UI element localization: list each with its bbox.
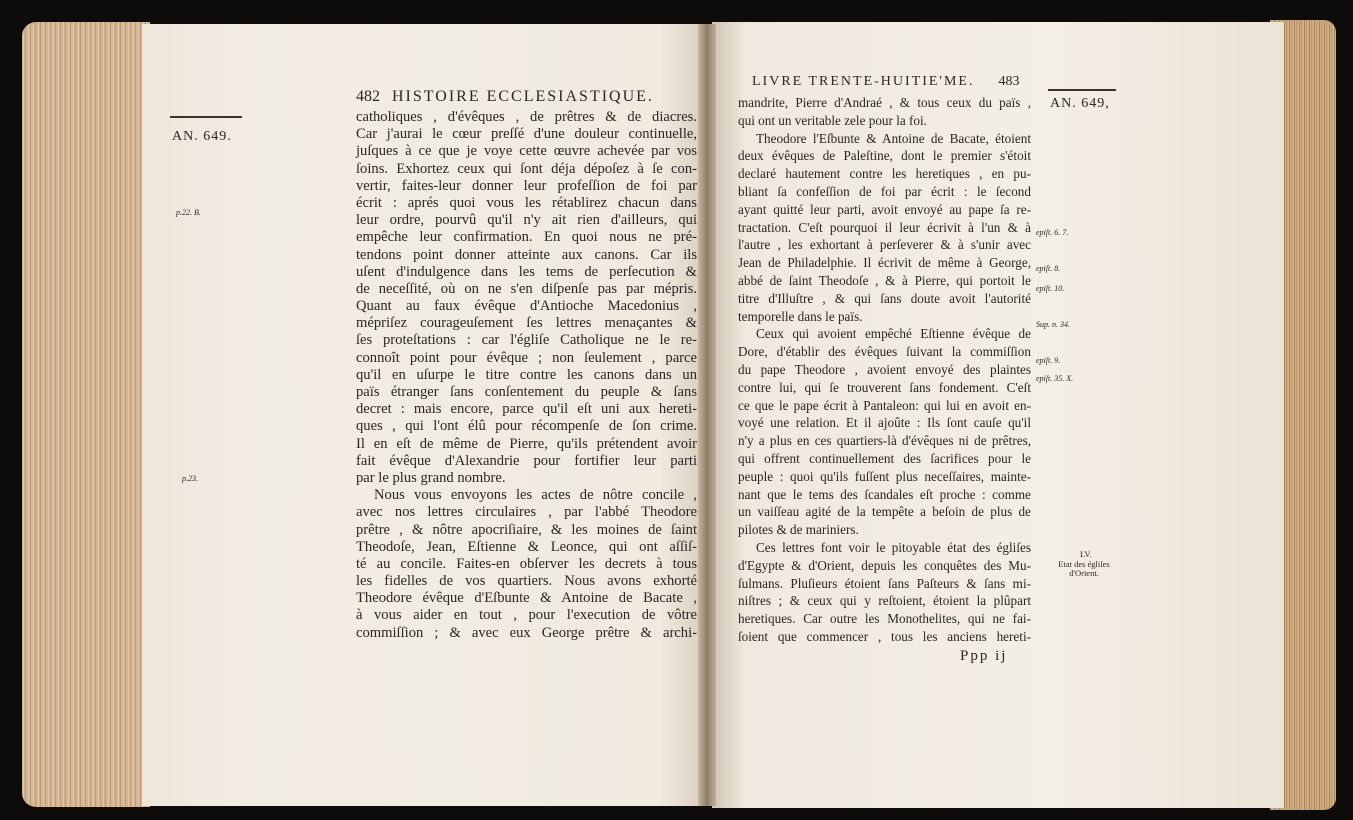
right-margin-note: epiſt. 8.: [1036, 264, 1061, 273]
text-line: ayant quitté leur parti, avoit envoyé au pape ſa re-: [738, 201, 1031, 217]
text-line: Jean de Philadelphie. Il écrivit de même à George,: [738, 255, 1031, 271]
left-margin-note: p.22. B.: [176, 208, 201, 217]
text-line: nant que le tems des ſcandales eſt proche : comme: [738, 486, 1031, 502]
text-line: abbé de ſaint Theodoſe , & à Pierre, qui portoit le: [738, 272, 1031, 288]
text-line: les fidelles de vos quartiers. Nous avons exhorté: [356, 573, 697, 590]
text-line: heretiques. Car outre les Monothelites, qui ne fai-: [738, 611, 1031, 627]
text-line: Theodoſe, Jean, Eſtienne & Leonce, qui ont aſſiſ-: [356, 538, 697, 555]
text-line: bliant ſa confeſſion de foi par écrit : le ſecond: [738, 183, 1031, 199]
text-line: Nous vous envoyons les actes de nôtre concile ,: [374, 487, 697, 504]
right-margin-note: epiſt. 6. 7.: [1036, 228, 1069, 237]
right-margin-rule: [1048, 89, 1116, 91]
right-margin-note: epiſt. 35. X.: [1036, 374, 1074, 383]
text-line: ſoient que commencer , tous les anciens hereti-: [738, 628, 1031, 644]
text-line: Theodore évêque d'Eſbunte & Antoine de Bacate ,: [356, 590, 697, 607]
text-line: Theodore l'Eſbunte & Antoine de Bacate, étoient: [756, 130, 1031, 146]
text-line: Car j'aurai le cœur preſſé d'une douleur continuelle,: [356, 126, 697, 143]
text-line: du pape Theodore , avoient envoyé des plaintes: [738, 361, 1031, 377]
right-running-head: [752, 74, 1019, 90]
text-line: tendons point donner atteinte aux canons. Car ils: [356, 246, 697, 263]
text-line: commiſſion ; & avec eux George prêtre & archi-: [356, 624, 697, 641]
text-line: té au concile. Faites-en obſerver les decrets à tous: [356, 555, 697, 572]
text-line: païs étranger ſans conſentement du peuple & ſans: [356, 384, 697, 400]
text-line: à vous aider en tout , pour l'execution de vôtre: [356, 607, 697, 624]
text-line: Ces lettres font voir le pitoyable état des égliſes: [756, 539, 1031, 555]
text-line: d'Egypte & d'Orient, depuis les conquêtes des Mu-: [738, 557, 1031, 573]
text-line: un vaiſſeau agité de la tempête a beſoin de plus de: [738, 504, 1031, 520]
text-line: titre d'Illuſtre , & qui ſans doute avoit l'autorité: [738, 290, 1031, 306]
text-line: uſent d'indulgence dans les tems de perſecution &: [356, 263, 697, 280]
text-line: connoît point pour évêque ; non ſeulement , parce: [356, 349, 697, 366]
text-line: ſulmans. Pluſieurs étoient ſans Paſteurs & ſans mi-: [738, 575, 1031, 591]
book-gutter: [698, 24, 716, 806]
section-title: Etat des égliſes d'Orient.: [1058, 559, 1110, 578]
text-line: ce que le pape écrit à Pantaleon: qui lui en avoit en-: [738, 397, 1031, 413]
section-number: LV.: [1080, 549, 1092, 559]
right-margin-note: epiſt. 9.: [1036, 356, 1061, 365]
text-line: deux évêques de Paleſtine, dont le premier s'étoit: [738, 148, 1031, 164]
text-line: qu'il en uſurpe le titre contre les canons dans un: [356, 366, 697, 383]
text-line: par le plus grand nombre.: [356, 469, 506, 486]
right-running-title: LIVRE TRENTE-HUITIE'ME.: [752, 74, 975, 89]
left-running-title: HISTOIRE ECCLESIASTIQUE.: [392, 88, 654, 105]
left-margin-rule: [170, 116, 242, 118]
text-line: Ceux qui avoient empêché Eſtienne évêque de: [756, 326, 1031, 342]
right-margin-note: epiſt. 10.: [1036, 284, 1065, 293]
text-line: Dore, d'établir des évêques ſuivant la commiſſion: [738, 344, 1031, 360]
text-line: l'autre , les exhortant à perſeverer & à s'unir avec: [738, 237, 1031, 253]
text-line: peuple : quoi qu'ils fuſſent plus neceſſaires, mainte-: [738, 468, 1031, 484]
text-line: de neceſſité, où on ne s'en diſpenſe pas par mépris.: [356, 280, 697, 297]
text-line: prêtre , & nôtre apocriſiaire, & les moines de ſaint: [356, 521, 697, 538]
right-text-column: [738, 94, 1031, 646]
left-margin-note: p.23.: [182, 474, 198, 483]
text-line: mépriſez courageuſement ſes lettres menaçantes &: [356, 315, 697, 332]
text-line: qui ont un veritable zele pour la foi.: [738, 112, 927, 128]
text-line: écrit : aprés quoi vous les rétablirez chacun dans: [356, 194, 697, 211]
text-line: Il en eſt de même de Pierre, qu'ils prétendent avoir: [356, 435, 697, 452]
text-line: juſques à ce que je voye cette œuvre achevée par vos: [356, 143, 697, 160]
text-line: contre lui, qui ſe trouverent ſans fondement. C'eſt: [738, 379, 1031, 395]
left-year-note: AN. 649.: [172, 129, 232, 144]
text-line: catholiques , d'évêques , de prêtres & de diacres.: [356, 109, 697, 125]
right-year-note: AN. 649,: [1050, 96, 1110, 111]
text-line: empêche leur confirmation. En quoi nous ne pré-: [356, 229, 697, 246]
text-line: leur ordre, pourvû qu'il n'y ait rien d'ailleurs, qui: [356, 212, 697, 229]
left-page-number: 482: [356, 88, 380, 105]
left-text-column: [356, 109, 697, 642]
signature-mark: Ppp ij: [960, 648, 1008, 664]
text-line: voyé une relation. Et il ajoûte : Ils ſont cauſe qu'il: [738, 415, 1031, 431]
text-line: temporelle dans le païs.: [738, 308, 863, 324]
text-line: ques , qui l'ont élû pour récompenſe de ſon crime.: [356, 418, 697, 435]
text-line: pilotes & de mariniers.: [738, 522, 859, 538]
text-line: fait évêque d'Alexandrie pour fortifier leur parti: [356, 452, 697, 469]
right-margin-note: Sup. n. 34.: [1036, 320, 1070, 329]
text-line: ſoins. Exhortez ceux qui ſont déja dépoſez à ſe con-: [356, 160, 697, 177]
book-page-edges-left: [22, 22, 150, 807]
text-line: vertir, faites-leur donner leur profeſſion de foi par: [356, 177, 697, 194]
text-line: qui offrent continuellement des ſacrifices pour le: [738, 450, 1031, 466]
text-line: decret : mais encore, parce qu'il eſt uni aux hereti-: [356, 401, 697, 418]
text-line: avec nos lettres circulaires , par l'abbé Theodore: [356, 504, 697, 521]
left-running-head: [356, 88, 654, 106]
text-line: Quant au faux évêque d'Antioche Macedonius ,: [356, 298, 697, 315]
text-line: niſtres ; & ceux qui y reſtoient, étoient la plûpart: [738, 593, 1031, 609]
text-line: mandrite, Pierre d'Andraé , & tous ceux du païs ,: [738, 95, 1031, 110]
text-line: tractation. C'eſt pourquoi il leur écrivit à l'un & à: [738, 219, 1031, 235]
text-line: n'y a plus en ces quartiers-là d'évêques ni de prêtres,: [738, 433, 1031, 449]
text-line: ſes proteſtations : car l'égliſe Catholique ne le re-: [356, 332, 697, 349]
text-line: declaré hautement contre les heretiques , en pu-: [738, 166, 1031, 182]
right-page-number: 483: [998, 74, 1020, 89]
